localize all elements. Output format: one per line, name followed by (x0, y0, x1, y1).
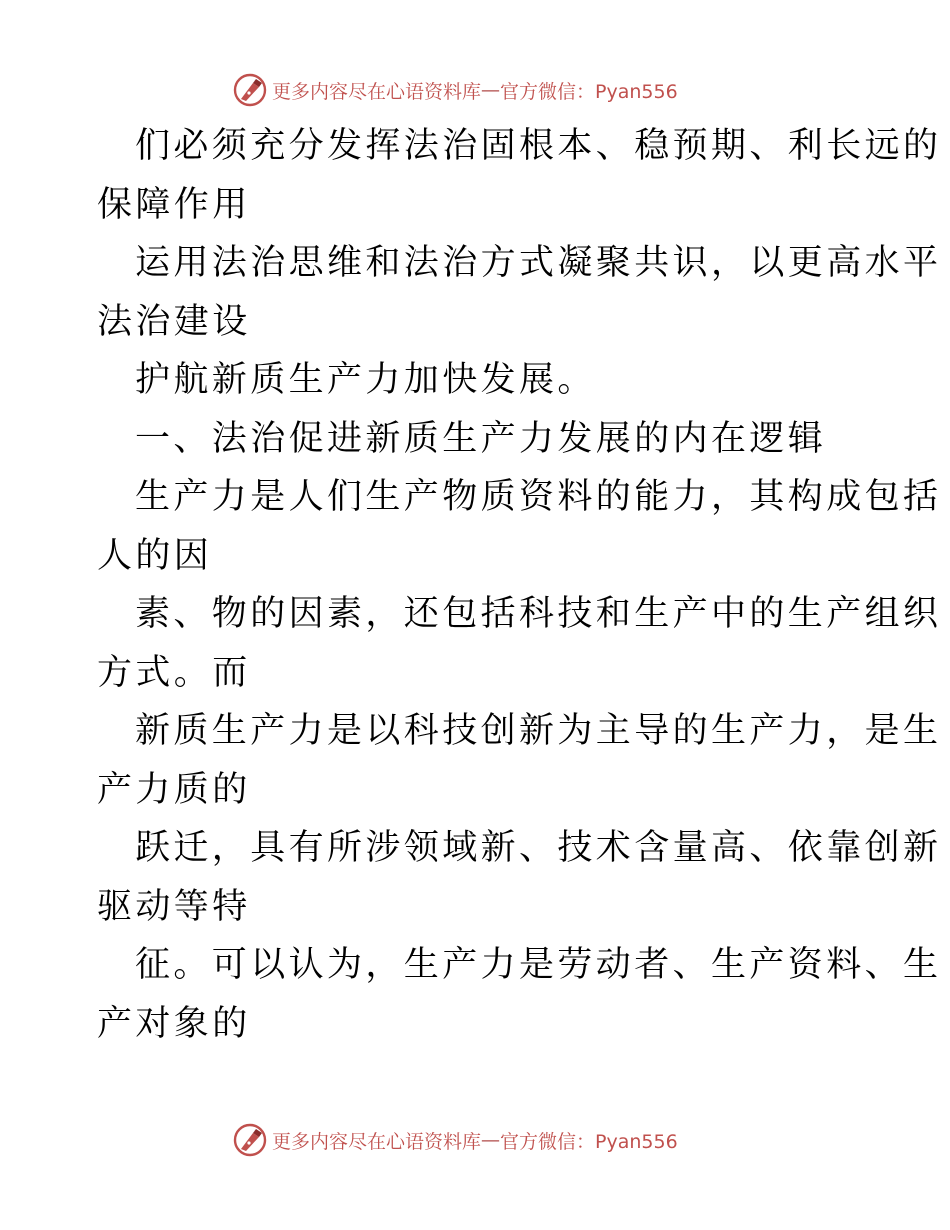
text-line: 产力质的 (97, 769, 251, 810)
section-heading: 一、法治促进新质生产力发展的内在逻辑 (135, 418, 827, 459)
text-line: 征。可以认为，生产力是劳动者、生产资料、生 (135, 945, 942, 985)
text-line: 法治建设 (97, 301, 251, 342)
text-line: 们必须充分发挥法治固根本、稳预期、利长远的 (135, 126, 942, 166)
banner-text: 更多内容尽在心语资料库 (272, 1130, 482, 1153)
text-line: 新质生产力是以科技创新为主导的生产力，是生 (135, 711, 942, 751)
banner-dash: — (481, 1129, 501, 1151)
footer-watermark-banner (232, 1122, 678, 1158)
document-body (97, 117, 942, 1053)
text-line: 驱动等特 (97, 886, 251, 927)
text-line: 产对象的 (97, 1003, 251, 1044)
text-line: 方式。而 (97, 652, 251, 693)
text-line: 跃迁，具有所涉领域新、技术含量高、依靠创新 (135, 828, 942, 868)
banner-dash: — (481, 79, 501, 101)
text-line: 素、物的因素，还包括科技和生产中的生产组织 (135, 594, 942, 634)
text-line: 人的因 (97, 535, 213, 576)
text-line: 运用法治思维和法治方式凝聚共识，以更高水平 (135, 243, 942, 283)
banner-text: 更多内容尽在心语资料库 (272, 80, 482, 103)
text-line: 生产力是人们生产物质资料的能力，其构成包括 (135, 477, 942, 517)
header-watermark-banner (232, 72, 678, 108)
text-line: 护航新质生产力加快发展。 (135, 360, 596, 400)
pen-nib-icon (232, 1122, 268, 1158)
text-line: 保障作用 (97, 184, 251, 225)
banner-wechat: 官方微信：Pyan556 (500, 80, 678, 103)
pen-nib-icon (232, 72, 268, 108)
banner-wechat: 官方微信：Pyan556 (500, 1130, 678, 1153)
